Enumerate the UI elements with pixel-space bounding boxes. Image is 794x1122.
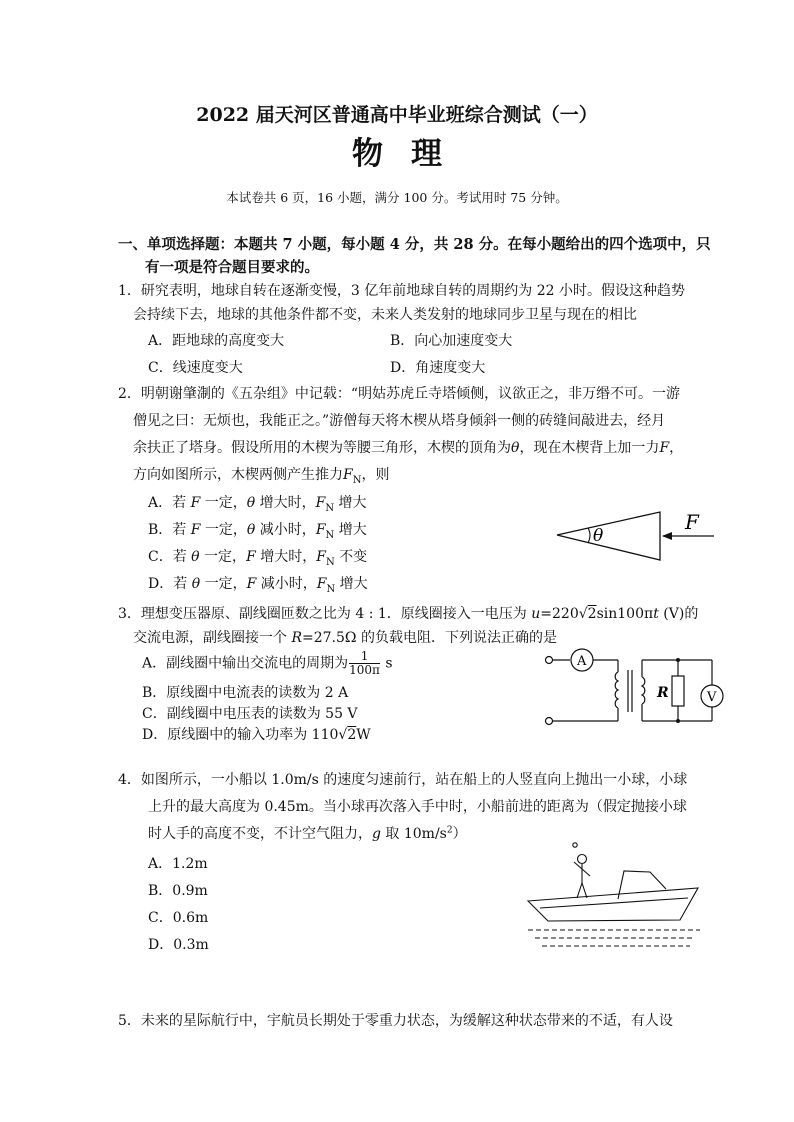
q2-option-c: C．若 θ 一定，F 增大时，$F_N$ 不变 bbox=[148, 549, 368, 568]
period-fraction: $\frac{1}{100\pi}$ bbox=[349, 649, 380, 677]
q4-option-b: B．0.9m bbox=[148, 883, 208, 899]
q1-option-a: A．距地球的高度变大 bbox=[148, 333, 285, 349]
q2-option-b: B．若 F 一定，θ 减小时，$F_N$ 增大 bbox=[148, 522, 367, 541]
secondary-coil bbox=[642, 677, 645, 704]
primary-coil bbox=[615, 672, 618, 708]
transformer-circuit bbox=[540, 648, 730, 730]
q5-line1: 5．未来的星际航行中，宇航员长期处于零重力状态，为缓解这种状态带来的不适，有人设 bbox=[118, 1013, 673, 1029]
q1-option-c: C．线速度变大 bbox=[148, 360, 243, 376]
q3-option-d: D．原线圈中的输入功率为 110√2W bbox=[142, 727, 371, 743]
q4-option-a: A．1.2m bbox=[148, 856, 208, 872]
input-terminal-bottom bbox=[546, 718, 553, 725]
q4-line1: 4．如图所示，一小船以 1.0m/s 的速度匀速前行，站在船上的人竖直向上抛出一小球，小球 bbox=[118, 772, 688, 788]
boat-hull bbox=[528, 888, 698, 921]
q2-option-d: D．若 θ 一定，F 减小时，$F_N$ 增大 bbox=[148, 576, 368, 595]
q3-line2: 交流电源，副线圈接一个 R=27.5Ω 的负载电阻．下列说法正确的是 bbox=[133, 630, 557, 646]
q4-line2: 上升的最大高度为 0.45m。当小球再次落入手中时，小船前进的距离为（假定抛接小球 bbox=[148, 799, 687, 815]
water-lines bbox=[528, 930, 700, 946]
q2-line4: 方向如图所示，木楔两侧产生推力$F_N$，则 bbox=[133, 467, 390, 486]
q1-option-b: B．向心加速度变大 bbox=[390, 333, 513, 349]
q1-line2: 会持续下去，地球的其他条件都不变，未来人类发射的地球同步卫星与现在的相比 bbox=[133, 307, 637, 323]
resistor bbox=[672, 676, 684, 706]
boat-cabin bbox=[618, 871, 666, 899]
resistor-label: R bbox=[657, 685, 669, 701]
section-heading-line2: 有一项是符合题目要求的。 bbox=[145, 259, 319, 276]
q4-option-d: D．0.3m bbox=[148, 937, 209, 953]
wedge-shape bbox=[557, 512, 660, 560]
exam-note: 本试卷共 6 页，16 小题，满分 100 分。考试用时 75 分钟。 bbox=[226, 190, 568, 205]
ammeter-label: A bbox=[577, 654, 587, 669]
q3-line1: 3．理想变压器原、副线圈匝数之比为 4 : 1．原线圈接入一电压为 u=220√2sin100πt (V)的 bbox=[118, 606, 699, 622]
q2-line1: 2．明朝谢肇淛的《五杂组》中记载：“明姑苏虎丘寺塔倾侧，议欲正之，非万缗不可。一游 bbox=[118, 386, 681, 402]
theta-label: θ bbox=[593, 526, 604, 546]
person-head bbox=[578, 855, 587, 864]
q3-option-a: A．副线圈中输出交流电的周期为 $\frac{1}{100\pi}$ s bbox=[142, 649, 393, 677]
q2-line3: 余扶正了塔身。假设所用的木楔为等腰三角形，木楔的顶角为θ，现在木楔背上加一力F， bbox=[133, 440, 684, 456]
q3-option-c: C．副线圈中电压表的读数为 55 V bbox=[142, 706, 358, 722]
force-arrow-head bbox=[662, 532, 672, 540]
voltmeter-label: V bbox=[707, 690, 717, 705]
force-label: F bbox=[685, 510, 699, 534]
q3-option-b: B．原线圈中电流表的读数为 2 A bbox=[142, 685, 349, 701]
section-heading-line1: 一、单项选择题：本题共 7 小题，每小题 4 分，共 28 分。在每小题给出的四个选项中，只 bbox=[118, 236, 711, 253]
q1-option-d: D．角速度变大 bbox=[390, 360, 486, 376]
q1-line1: 1．研究表明，地球自转在逐渐变慢，3 亿年前地球自转的周期约为 22 小时。假设这种趋势 bbox=[118, 283, 685, 299]
input-terminal-top bbox=[546, 657, 553, 664]
boat-deck-line bbox=[540, 898, 688, 908]
q4-option-c: C．0.6m bbox=[148, 910, 209, 926]
theta-arc bbox=[588, 528, 590, 543]
person-body bbox=[574, 862, 590, 898]
wedge-figure bbox=[552, 505, 722, 565]
boat-figure bbox=[520, 838, 720, 958]
subject-title: 物理 bbox=[352, 136, 470, 172]
exam-title: 2022 届天河区普通高中毕业班综合测试（一） bbox=[196, 104, 598, 126]
q4-line3: 时人手的高度不变，不计空气阻力，g 取 $10m/s^2$） bbox=[148, 825, 467, 842]
q2-option-a: A．若 F 一定，θ 增大时，$F_N$ 增大 bbox=[148, 495, 367, 514]
thrown-ball bbox=[573, 843, 577, 847]
q2-line2: 僧见之曰：无烦也，我能正之。”游僧每天将木楔从塔身倾斜一侧的砖缝间敲进去，经月 bbox=[133, 413, 666, 429]
